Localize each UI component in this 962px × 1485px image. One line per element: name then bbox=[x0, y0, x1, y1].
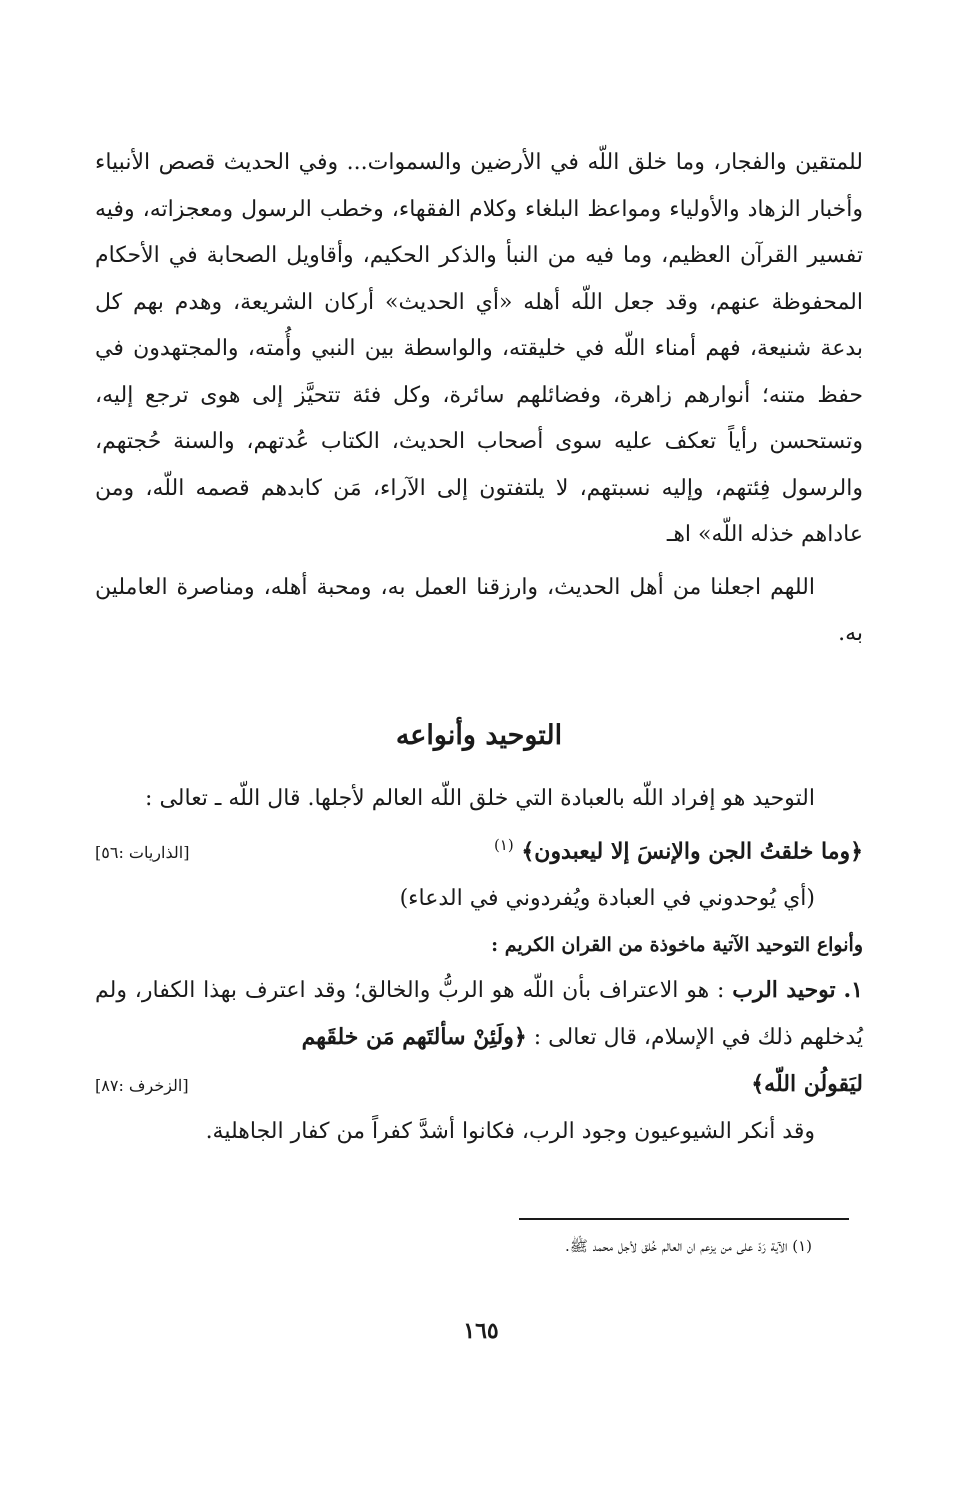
types-subheading: وأنواع التوحيد الآتية ماخوذة من القران الكريم : bbox=[491, 933, 863, 956]
verse-1-line bbox=[95, 822, 863, 876]
section-intro: التوحيد هو إفراد اللّه بالعبادة التي خلق اللّه العالم لأجلها. قال اللّه ـ تعالى : bbox=[145, 785, 815, 811]
verse-2-reference: [الزخرف :٨٧] bbox=[95, 1075, 189, 1095]
verse-1-explanation: (أي يُوحدوني في العبادة ويُفردوني في الدعاء) bbox=[399, 886, 815, 912]
section-heading: التوحيد وأنواعه bbox=[395, 719, 563, 751]
item-1-text: : هو الاعتراف بأن اللّه هو الربُّ والخالق؛ وقد اعترف بهذا الكفار، ولم يُدخلهم ذلك في الإسلام، قال تعالى : bbox=[95, 977, 863, 1050]
item-1-number: ١. bbox=[843, 976, 863, 1003]
footnote: (١) الآية رَدّ على من يزعم ان العالم خُلق لأجل محمد ﷺ. bbox=[565, 1237, 812, 1255]
page-number: ١٦٥ bbox=[463, 1318, 499, 1344]
verse-1 bbox=[494, 822, 863, 874]
footnote-divider bbox=[519, 1218, 849, 1220]
body-paragraph-1: للمتقين والفجار، وما خلق اللّه في الأرضين والسموات... وفي الحديث قصص الأنبياء وأخبار الزهاد والأولياء ومواعظ البلغاء وكلام الفقهاء، وخطب الرسول ومعجزاته، وفيه تفسير القرآن العظيم، وما فيه من النبأ والذكر الحكيم، وأقاويل الصحابة في الأحكام المحفوظة عنهم، وقد جعل اللّه أهله «أي الحديث» أركان الشريعة، وهدم بهم كل بدعة شنيعة، فهم أمناء اللّه في خليقته، والواسطة بين النبي وأُمته، والمجتهدون في حفظ متنه؛ أنوارهم زاهرة، وفضائلهم سائرة، وكل فئة تتحيَّز إلى هوى ترجع إليه، وتستحسن رأياً تعكف عليه سوى أصحاب الحديث، الكتاب عُدتهم، والسنة حُجتهم، والرسول فِئتهم، وإليه نسبتهم، لا يلتفتون إلى الآراء، مَن كابدهم قصمه اللّه، ومن عاداهم خذله اللّه» اهـ bbox=[95, 150, 863, 547]
verse-2-part-1: ﴿ولَئِنْ سألتَهم مَن خلقَهم bbox=[301, 1023, 527, 1050]
verse-1-text: ﴿وما خلقتُ الجن والإنسَ إلا ليعبدون﴾ bbox=[521, 838, 863, 865]
footnote-marker: (١) bbox=[493, 836, 514, 854]
verse-2-part-2: ليَقولُن اللّه﴾ bbox=[751, 1070, 863, 1097]
verse-2-line bbox=[95, 1061, 863, 1109]
item-1-term: توحيد الرب bbox=[732, 976, 836, 1003]
verse-1-reference: [الذاريات :٥٦] bbox=[95, 843, 190, 863]
closing-paragraph: وقد أنكر الشيوعيون وجود الرب، فكانوا أشدَّ كفراً من كفار الجاهلية. bbox=[205, 1118, 815, 1144]
item-1 bbox=[95, 967, 863, 1061]
body-paragraph-2: اللهم اجعلنا من أهل الحديث، وارزقنا العمل به، ومحبة أهله، ومناصرة العاملين به. bbox=[95, 574, 863, 646]
page-content bbox=[95, 140, 863, 1155]
